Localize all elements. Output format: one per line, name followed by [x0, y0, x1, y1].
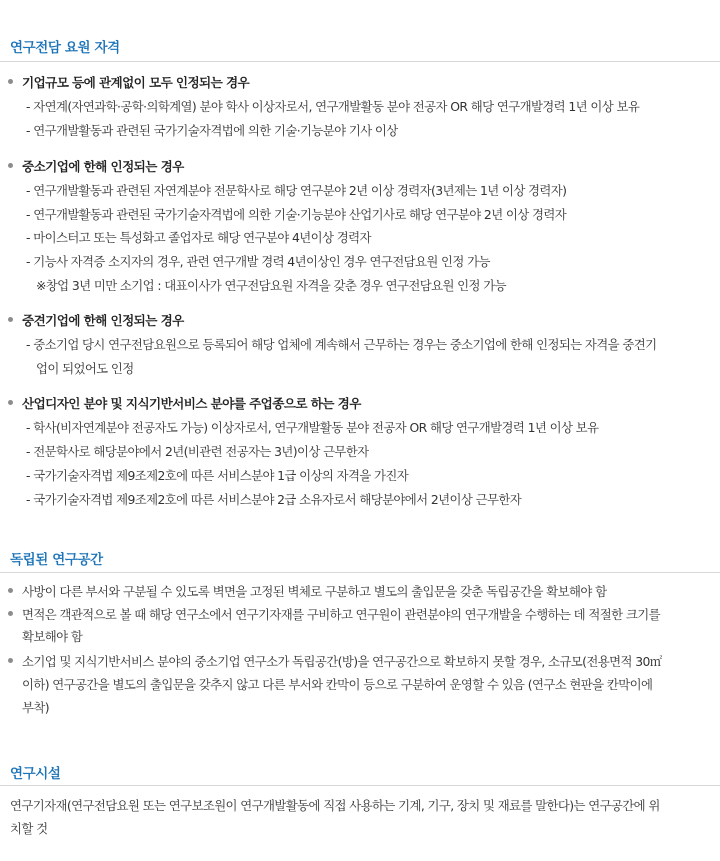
paragraph: 연구기자재(연구전담요원 또는 연구보조원이 연구개발활동에 직접 사용하는 기계, 기구, 장치 및 재료를 말한다)는 연구공간에 위	[10, 798, 660, 813]
list-item-continuation: 확보해야 함	[22, 629, 83, 644]
list-item-text: 소기업 및 지식기반서비스 분야의 중소기업 연구소가 독립공간(방)을 연구공간으로 확보하지 못할 경우, 소규모(전용면적 30㎡	[22, 654, 662, 669]
bullet-dot-icon	[8, 79, 13, 84]
bullet-dot-icon	[8, 658, 13, 663]
list-item-text: 사방이 다른 부서와 구분될 수 있도록 벽면을 고정된 벽체로 구분하고 별도의 출입문을 갖춘 독립공간을 확보해야 함	[22, 584, 607, 599]
list-item	[8, 604, 708, 626]
group-head-text: 산업디자인 분야 및 지식기반서비스 분야를 주업종으로 하는 경우	[22, 396, 361, 411]
list-item: - 마이스터고 또는 특성화고 졸업자로 해당 연구분야 4년이상 경력자	[26, 230, 371, 245]
paragraph-continuation: 치할 것	[10, 821, 48, 836]
list-item	[8, 651, 708, 673]
list-item: - 연구개발활동과 관련된 국가기술자격법에 의한 기술·기능분야 기사 이상	[26, 123, 398, 138]
list-item-text: 면적은 객관적으로 볼 때 해당 연구소에서 연구기자재를 구비하고 연구원이 관련분야의 연구개발을 수행하는 데 적절한 크기를	[22, 607, 660, 622]
bullet-dot-icon	[8, 400, 13, 405]
list-item: - 학사(비자연계분야 전공자도 가능) 이상자로서, 연구개발활동 분야 전공자 OR 해당 연구개발경력 1년 이상 보유	[26, 420, 599, 435]
list-item-continuation: 부착)	[22, 700, 49, 715]
list-item: - 국가기술자격법 제9조제2호에 따른 서비스분야 1급 이상의 자격을 가진자	[26, 468, 409, 483]
group-head-design-knowledge	[8, 393, 361, 412]
list-item: - 자연계(자연과학·공학·의학계열) 분야 학사 이상자로서, 연구개발활동 분야 전공자 OR 해당 연구개발경력 1년 이상 보유	[26, 99, 640, 114]
list-item: - 국가기술자격법 제9조제2호에 따른 서비스분야 2급 소유자로서 해당분야에서 2년이상 근무한자	[26, 492, 522, 507]
group-head-mid-size	[8, 310, 184, 329]
list-item: - 기능사 자격증 소지자의 경우, 관련 연구개발 경력 4년이상인 경우 연구전담요원 인정 가능	[26, 254, 490, 269]
note: ※창업 3년 미만 소기업 : 대표이사가 연구전담요원 자격을 갖춘 경우 연구전담요원 인정 가능	[36, 278, 506, 293]
list-item-continuation: 업이 되었어도 인정	[36, 361, 134, 376]
section-title-researcher-qualification: 연구전담 요원 자격	[10, 40, 120, 56]
list-item	[8, 581, 708, 603]
divider	[0, 572, 720, 573]
list-item: - 전문학사로 해당분야에서 2년(비관련 전공자는 3년)이상 근무한자	[26, 444, 369, 459]
divider	[0, 61, 720, 62]
list-item: - 중소기업 당시 연구전담요원으로 등록되어 해당 업체에 계속해서 근무하는 경우는 중소기업에 한해 인정되는 자격을 중견기	[26, 337, 657, 352]
list-item: - 연구개발활동과 관련된 자연계분야 전문학사로 해당 연구분야 2년 이상 경력자(3년제는 1년 이상 경력자)	[26, 183, 567, 198]
list-item-continuation: 이하) 연구공간을 별도의 출입문을 갖추지 않고 다른 부서와 칸막이 등으로 구분하여 운영할 수 있음 (연구소 현판을 칸막이에	[22, 677, 653, 692]
bullet-dot-icon	[8, 317, 13, 322]
group-head-text: 기업규모 등에 관계없이 모두 인정되는 경우	[22, 75, 250, 90]
bullet-dot-icon	[8, 163, 13, 168]
group-head-text: 중소기업에 한해 인정되는 경우	[22, 159, 184, 174]
bullet-dot-icon	[8, 588, 13, 593]
list-item: - 연구개발활동과 관련된 국가기술자격법에 의한 기술·기능분야 산업기사로 해당 연구분야 2년 이상 경력자	[26, 207, 567, 222]
bullet-dot-icon	[8, 611, 13, 616]
group-head-all-companies	[8, 72, 249, 91]
section-title-independent-space: 독립된 연구공간	[10, 552, 103, 568]
divider	[0, 785, 720, 786]
section-title-research-facilities: 연구시설	[10, 766, 61, 782]
group-head-sme-only	[8, 156, 184, 175]
group-head-text: 중견기업에 한해 인정되는 경우	[22, 313, 184, 328]
